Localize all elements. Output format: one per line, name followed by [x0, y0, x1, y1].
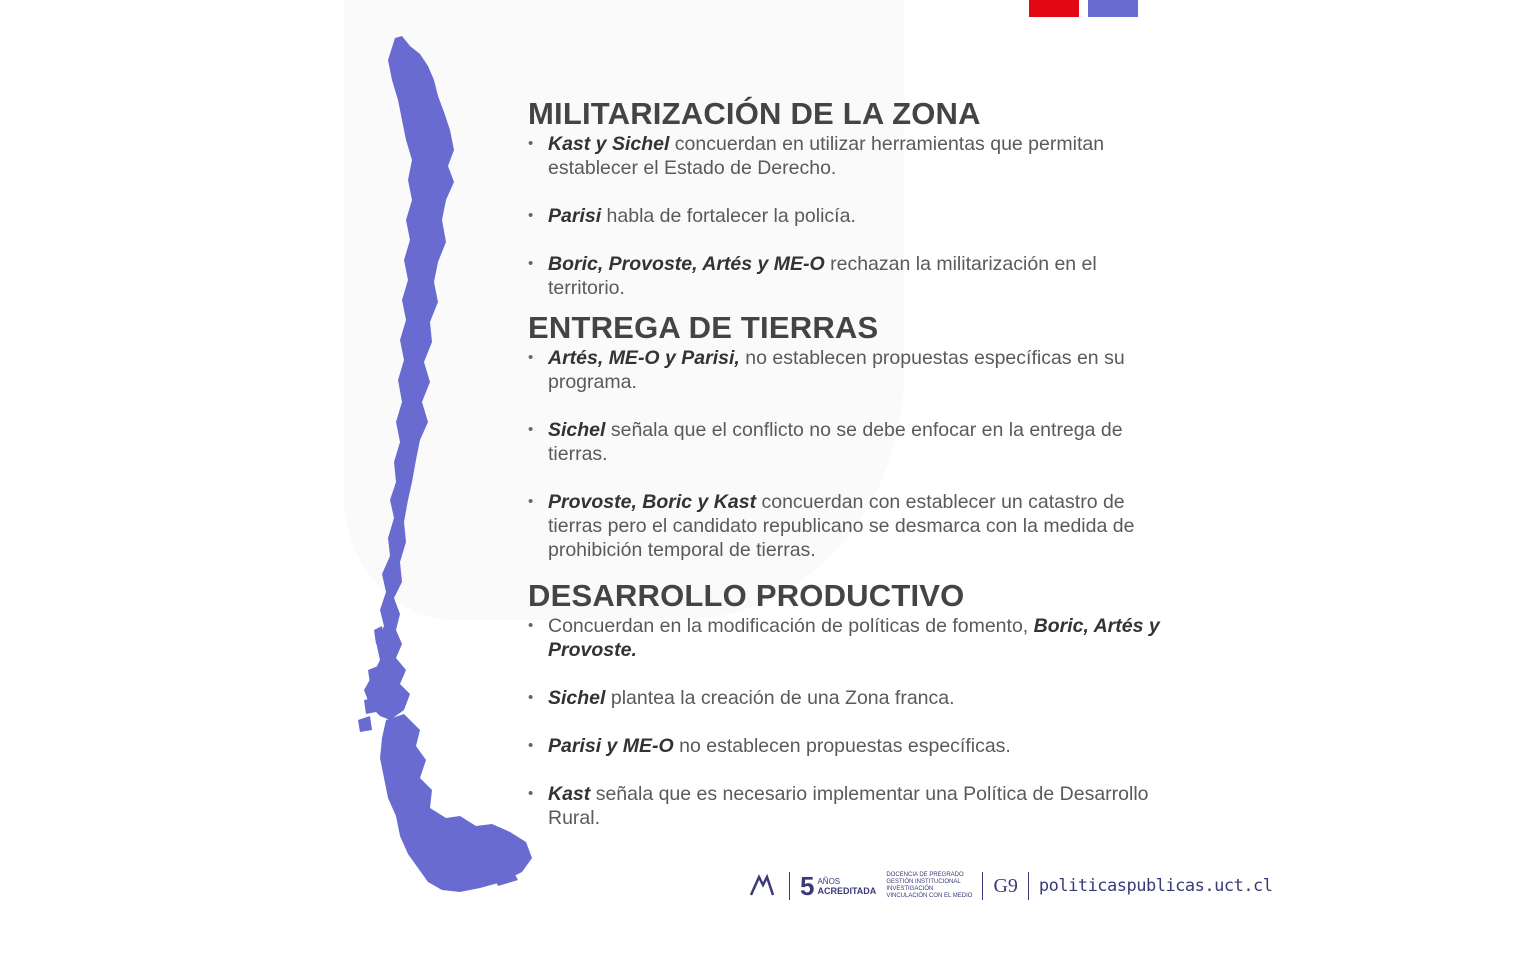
- section-title-tierras: ENTREGA DE TIERRAS: [528, 310, 879, 345]
- item-text: señala que el conflicto no se debe enfocar en la entrega de tierras.: [548, 419, 1123, 465]
- flag-blue-bar: [1088, 0, 1138, 17]
- accreditation-badge: [800, 871, 876, 902]
- item-text: no establecen propuestas específicas en su programa.: [548, 347, 1125, 393]
- area-item: GESTIÓN INSTITUCIONAL: [886, 879, 961, 885]
- candidate-names: Provoste, Boric y Kast: [548, 491, 757, 513]
- candidate-names: Sichel: [548, 419, 606, 441]
- list-item: [528, 204, 1168, 228]
- item-text: Concuerdan en la modificación de políticas de fomento,: [548, 615, 1034, 637]
- item-text: concuerdan en utilizar herramientas que permitan establecer el Estado de Derecho.: [548, 133, 1105, 179]
- section-title-desarrollo: DESARROLLO PRODUCTIVO: [528, 578, 965, 613]
- section-title-militarizacion: MILITARIZACIÓN DE LA ZONA: [528, 96, 981, 131]
- area-item: VINCULACIÓN CON EL MEDIO: [886, 893, 973, 899]
- g9-logo: G9: [993, 874, 1018, 897]
- candidate-names: Kast: [548, 783, 591, 805]
- accreditation-logo-icon: [745, 871, 779, 901]
- candidate-names: Artés, ME-O y Parisi,: [548, 347, 740, 369]
- divider: [1028, 872, 1029, 900]
- footer-logos: [745, 866, 1273, 906]
- list-item: [528, 346, 1168, 394]
- item-text: habla de fortalecer la policía.: [601, 205, 856, 227]
- candidate-names: Boric, Artés y Provoste.: [548, 615, 1160, 661]
- item-text: no establecen propuestas específicas.: [673, 735, 1011, 757]
- item-text: rechazan la militarización en el territorio.: [548, 253, 1097, 299]
- candidate-names: Sichel: [548, 687, 606, 709]
- candidate-names: Parisi y ME-O: [548, 735, 674, 757]
- list-item: [528, 686, 1168, 710]
- item-text: concuerdan con establecer un catastro de tierras pero el candidato republicano se desmarca con la medida de prohibición temporal de tierras.: [548, 491, 1135, 561]
- list-tierras: [528, 346, 1168, 562]
- list-item: [528, 782, 1168, 830]
- candidate-names: Boric, Provoste, Artés y ME-O: [548, 253, 825, 275]
- accreditation-label-a: AÑOS: [817, 876, 841, 886]
- list-item: [528, 132, 1168, 180]
- list-item: [528, 418, 1168, 466]
- divider: [982, 872, 983, 900]
- accreditation-label-b: ACREDITADA: [817, 885, 877, 896]
- candidate-names: Kast y Sichel: [548, 133, 670, 155]
- accreditation-areas: [886, 872, 972, 900]
- area-item: DOCENCIA DE PREGRADO: [886, 872, 964, 878]
- chile-map-icon: [350, 30, 550, 910]
- area-item: INVESTIGACIÓN: [886, 886, 934, 892]
- accreditation-years: 5: [800, 870, 815, 901]
- list-item: [528, 490, 1168, 562]
- list-militarizacion: [528, 132, 1168, 300]
- list-item: [528, 614, 1168, 662]
- list-item: [528, 252, 1168, 300]
- list-desarrollo: [528, 614, 1168, 830]
- main-content: [528, 96, 1168, 854]
- item-text: señala que es necesario implementar una Política de Desarrollo Rural.: [548, 783, 1149, 829]
- flag-red-bar: [1029, 0, 1079, 17]
- divider: [789, 872, 790, 900]
- item-text: plantea la creación de una Zona franca.: [605, 687, 955, 709]
- website-link[interactable]: politicaspublicas.uct.cl: [1038, 876, 1273, 896]
- list-item: [528, 734, 1168, 758]
- candidate-names: Parisi: [548, 205, 602, 227]
